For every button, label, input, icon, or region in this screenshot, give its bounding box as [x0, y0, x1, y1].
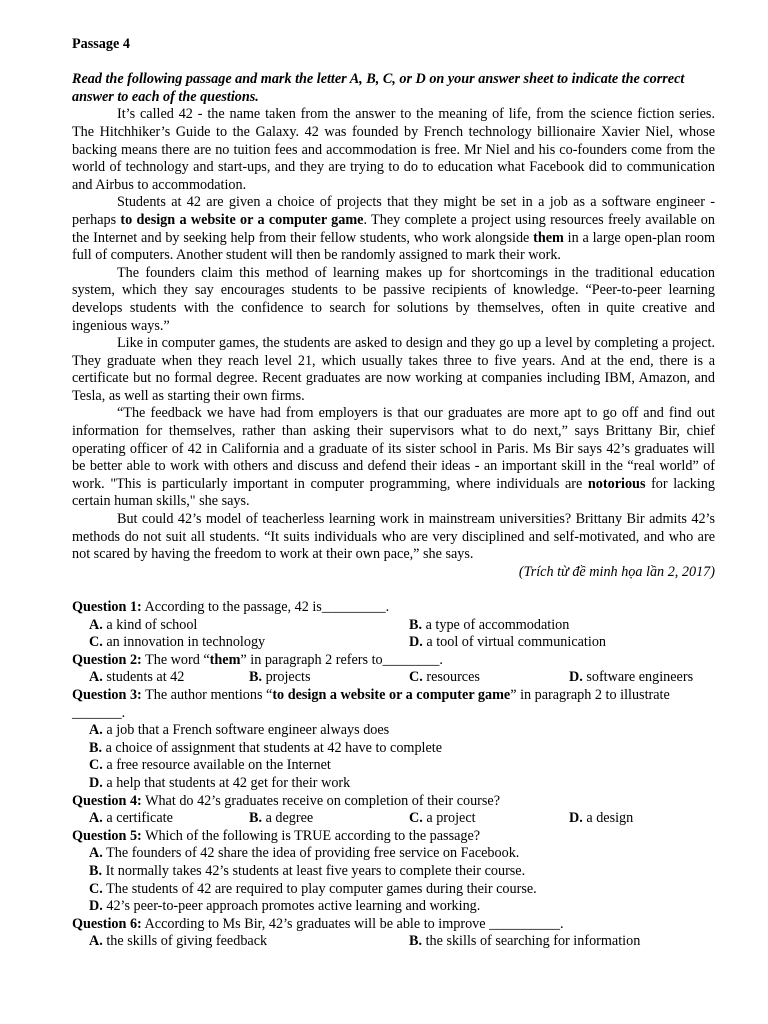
paragraph-3: The founders claim this method of learning makes up for shortcomings in the traditional education system, which they say encourages students to be passive recipients of knowledge. “Peer-to-peer learning develops students with the confidence to search for solutions by themselves, often in quite creative and ingenious ways.” [72, 264, 715, 334]
option-d[interactable]: D. 42’s peer-to-peer approach promotes active learning and working. [89, 898, 481, 915]
option-a[interactable]: A. a certificate [89, 810, 173, 827]
option-d[interactable]: D. a design [569, 810, 634, 827]
question-5: Question 5: Which of the following is TRUE according to the passage? [72, 827, 481, 844]
paragraph-1: It’s called 42 - the name taken from the answer to the meaning of life, from the science fiction series. The Hitchhiker’s Guide to the Galaxy. 42 was founded by French technology billionaire Xavier Niel, whose backing means there are no tuition fees and accommodation is free. Mr Niel and his co-founders come from the world of technology and start-ups, and they are trying to do to education what Facebook did to communication and Airbus to accommodation. [72, 106, 715, 193]
question-4-options [72, 810, 715, 828]
option-b[interactable]: B. the skills of searching for information [409, 933, 641, 950]
option-b[interactable]: B. a type of accommodation [409, 616, 570, 633]
option-b[interactable]: B. a degree [249, 810, 314, 827]
option-a[interactable]: A. a job that a French software engineer always does [89, 722, 390, 739]
option-c[interactable]: C. an innovation in technology [89, 634, 266, 651]
option-d[interactable]: D. a help that students at 42 get for their work [89, 774, 351, 791]
option-a[interactable]: A. The founders of 42 share the idea of providing free service on Facebook. [89, 845, 520, 862]
option-c[interactable]: C. resources [409, 669, 480, 686]
option-d[interactable]: D. a tool of virtual communication [409, 634, 607, 651]
option-a[interactable]: A. students at 42 [89, 669, 185, 686]
option-b[interactable]: B. a choice of assignment that students at 42 have to complete [89, 739, 443, 756]
option-d[interactable]: D. software engineers [569, 669, 694, 686]
option-a[interactable]: A. a kind of school [89, 616, 198, 633]
question-6: Question 6: According to Ms Bir, 42’s graduates will be able to improve __________. [72, 915, 564, 932]
option-b[interactable]: B. projects [249, 669, 311, 686]
option-c[interactable]: C. The students of 42 are required to play computer games during their course. [89, 880, 537, 897]
passage-title: Passage 4 [72, 36, 130, 52]
question-1-options [72, 617, 715, 652]
question-6-options [72, 933, 715, 951]
source-citation: (Trích từ đề minh họa lần 2, 2017) [518, 563, 715, 580]
option-c[interactable]: C. a project [409, 810, 476, 827]
option-c[interactable]: C. a free resource available on the Internet [89, 757, 331, 774]
option-b[interactable]: B. It normally takes 42’s students at least five years to complete their course. [89, 862, 526, 879]
question-2: Question 2: The word “them” in paragraph 2 refers to________. [72, 651, 443, 668]
question-3: Question 3: The author mentions “to design a website or a computer game” in paragraph 2 to illustrate _______. [72, 686, 670, 721]
option-a[interactable]: A. the skills of giving feedback [89, 933, 268, 950]
paragraph-6: But could 42’s model of teacherless learning work in mainstream universities? Brittany Bir admits 42’s methods do not suit all students. “It suits individuals who are very disciplined and self-motivated, and who are not scared by having the freedom to work at their own pace,” she says. [72, 511, 715, 563]
paragraph-4: Like in computer games, the students are asked to design and they go up a level by completing a project. They graduate when they reach level 21, which usually takes three to five years. And at the end, there is a certificate but no formal degree. Recent graduates are now working at companies including IBM, Amazon, and Tesla, as well as starting their own firms. [72, 335, 715, 404]
paragraph-2: Students at 42 are given a choice of projects that they might be set in a job as a software engineer - perhaps to design a website or a computer game. They complete a project using resources freely available on the Internet and by seeking help from their fellow students, who work alongside them in a large open-plan room full of computers. Another student will then be randomly assigned to mark their work. [72, 194, 715, 264]
question-2-options [72, 669, 715, 687]
question-4: Question 4: What do 42’s graduates receive on completion of their course? [72, 792, 501, 809]
document-page [72, 36, 715, 951]
instruction: Read the following passage and mark the letter A, B, C, or D on your answer sheet to indicate the correct answer to each of the questions. [72, 71, 685, 105]
paragraph-5: “The feedback we have had from employers is that our graduates are more apt to go off and find out information for themselves, rather than asking their supervisors what to do next,” says Brittany Bir, chief operating officer of 42 in California and a graduate of its sister school in Paris. Ms Bir says 42’s graduates will be better able to work with others and discuss and defend their ideas - an important skill in the “real world” of work. "This is particularly important in computer programming, where individuals are notorious for lacking certain human skills," she says. [72, 405, 715, 510]
question-1: Question 1: According to the passage, 42 is_________. [72, 599, 390, 615]
